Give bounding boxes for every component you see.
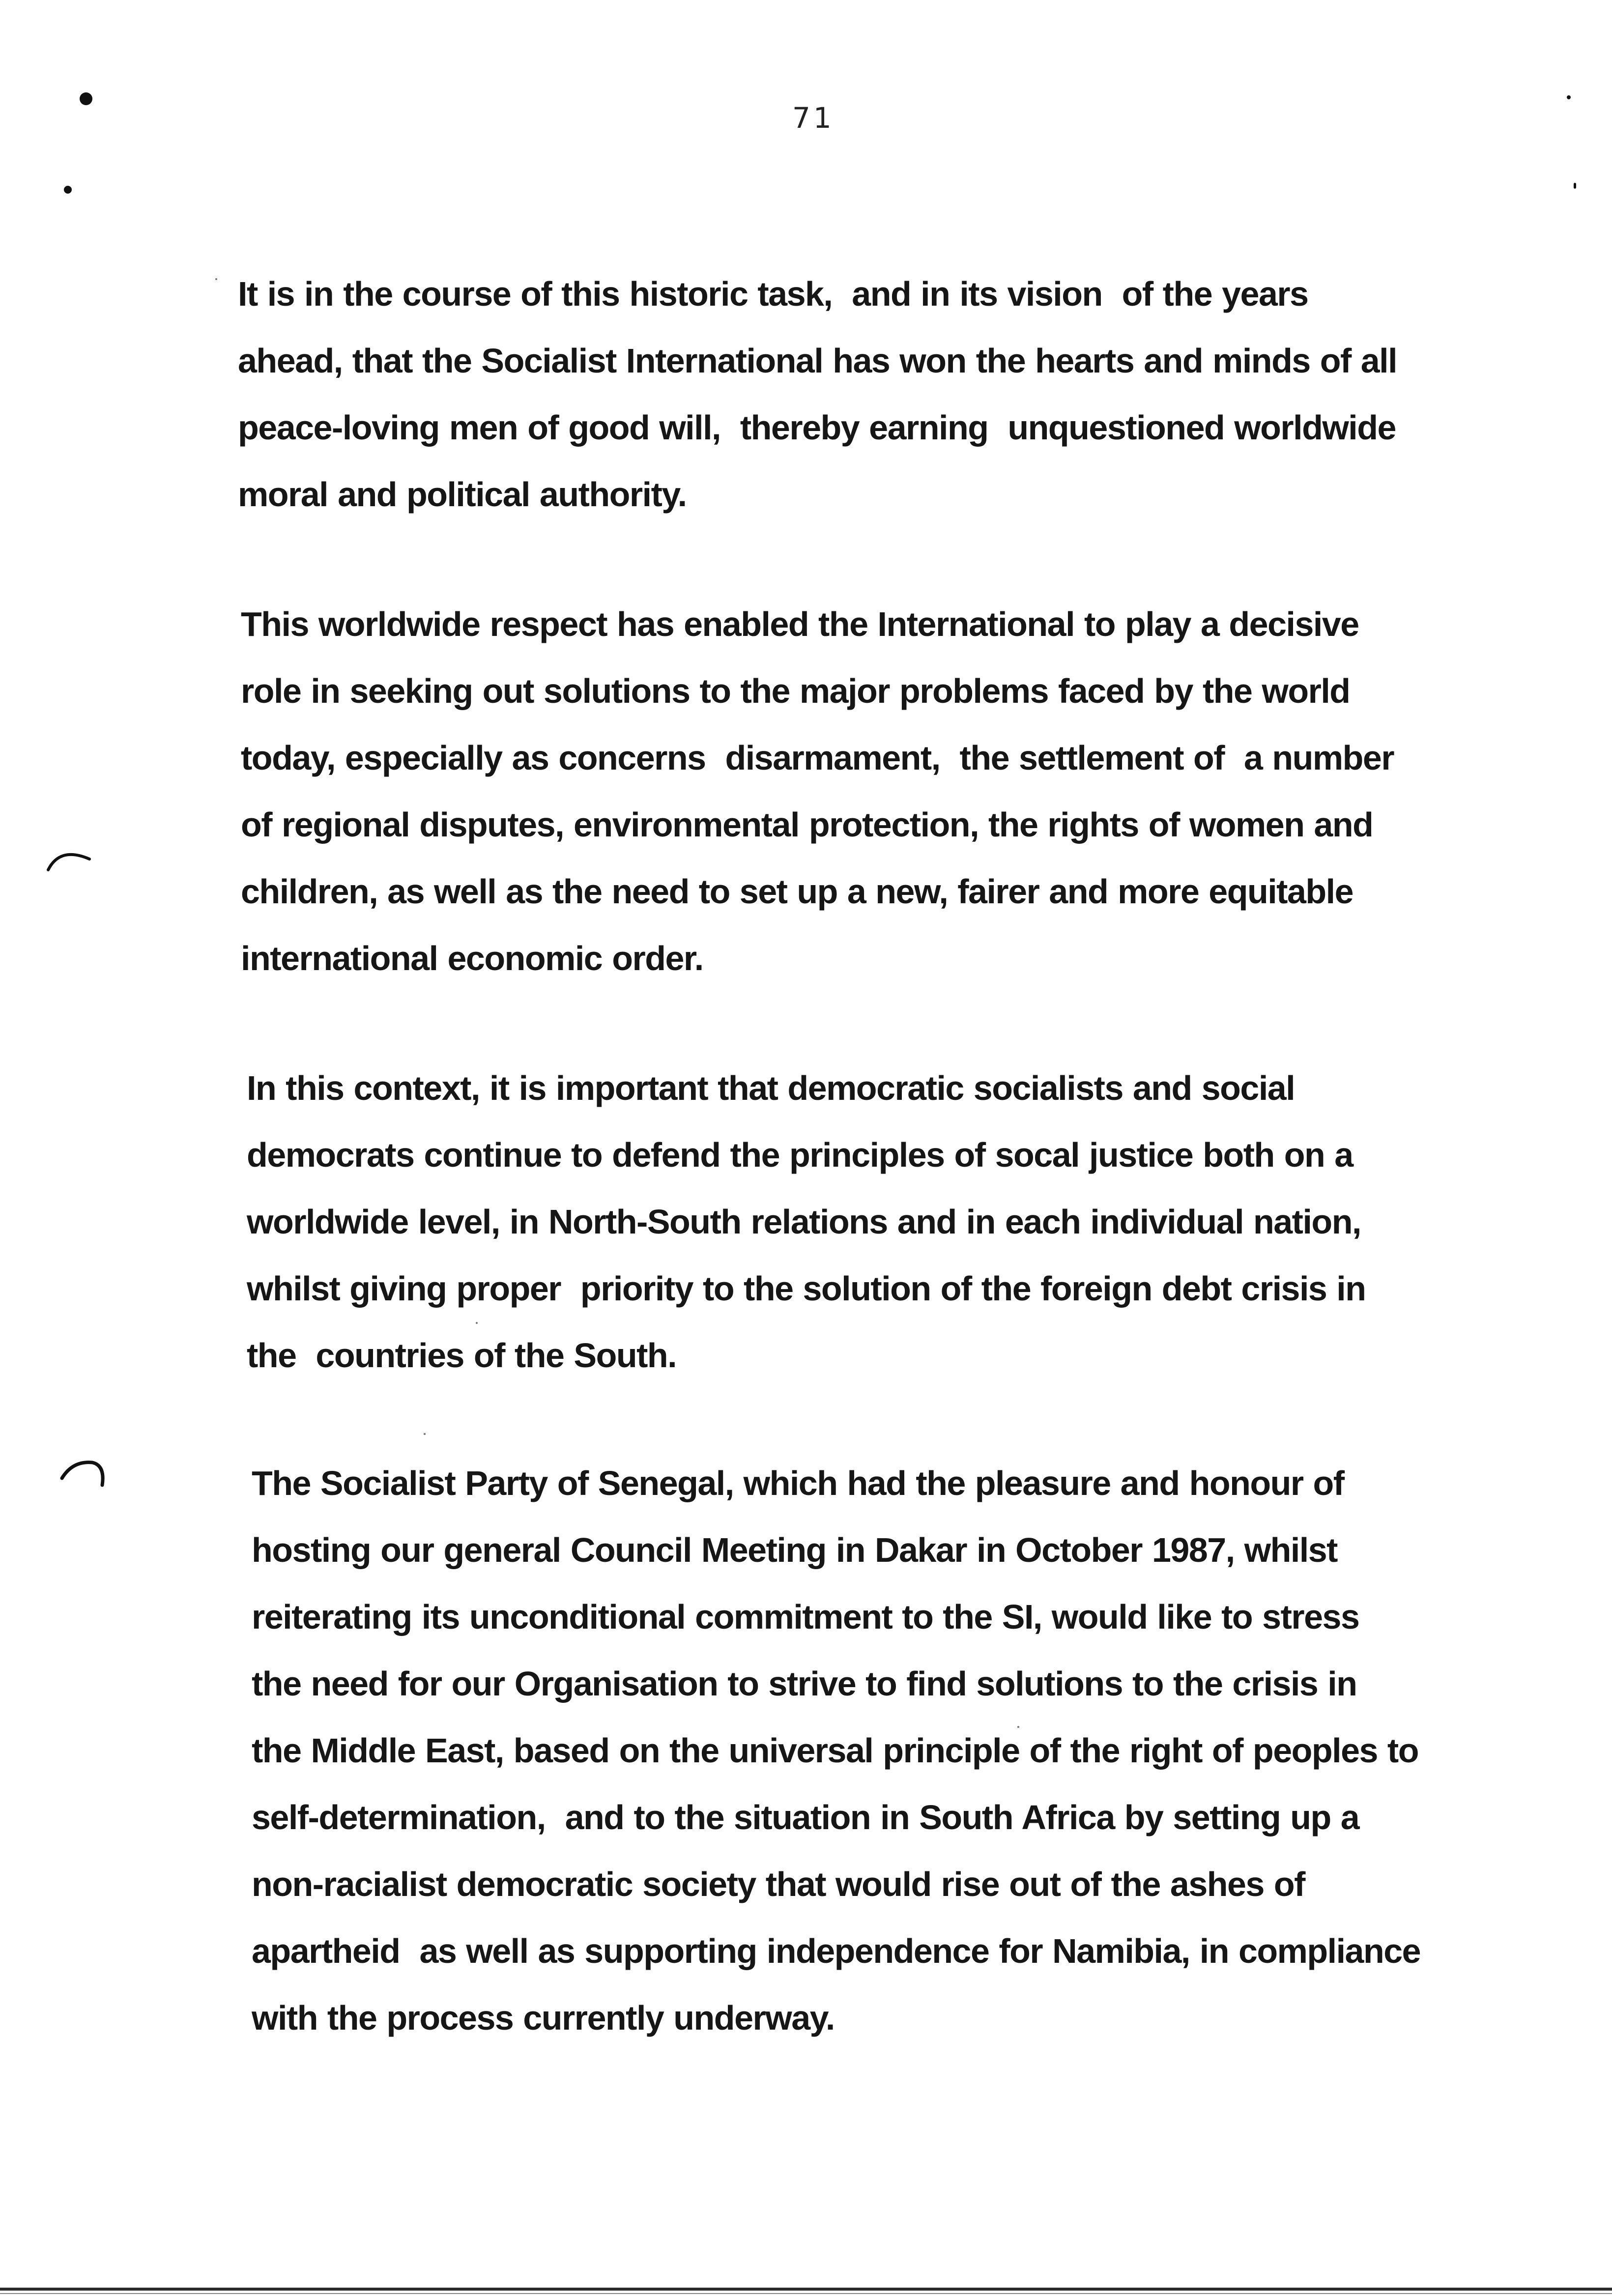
text-line: This worldwide respect has enabled the International to play a decisive — [241, 605, 1359, 643]
scan-speck — [80, 92, 92, 105]
scan-speck — [1567, 95, 1571, 99]
page-bottom-edge — [0, 2288, 1612, 2291]
punch-hole-mark — [45, 844, 99, 874]
text-line: the Middle East, based on the universal principle of the right of peoples to — [252, 1731, 1418, 1770]
text-line: international economic order. — [241, 939, 703, 977]
text-line: non-racialist democratic society that would rise out of the ashes of — [252, 1865, 1305, 1903]
text-line: democrats continue to defend the principles of socal justice both on a — [247, 1136, 1353, 1174]
text-line: apartheid as well as supporting independence for Namibia, in compliance — [252, 1932, 1421, 1970]
punch-hole-mark — [58, 1458, 112, 1492]
text-line: the need for our Organisation to strive to find solutions to the crisis in — [252, 1665, 1357, 1703]
paragraph — [252, 1450, 1608, 2051]
text-line: the countries of the South. — [247, 1336, 677, 1375]
text-line: with the process currently underway. — [252, 1999, 835, 2037]
text-line: today, especially as concerns disarmament, the settlement of a number — [241, 739, 1394, 777]
page-bottom-edge — [0, 2293, 1612, 2294]
paragraph — [241, 591, 1597, 992]
paragraph — [247, 1055, 1603, 1389]
scan-speck — [64, 186, 72, 194]
scan-speck — [424, 1433, 426, 1435]
text-line: hosting our general Council Meeting in Dakar in October 1987, whilst — [252, 1531, 1337, 1569]
text-line: In this context, it is important that democratic socialists and social — [247, 1069, 1295, 1107]
paragraph — [238, 260, 1594, 528]
text-line: worldwide level, in North-South relations and in each individual nation, — [247, 1203, 1361, 1241]
text-line: reiterating its unconditional commitment to the SI, would like to stress — [252, 1598, 1359, 1636]
text-line: It is in the course of this historic task, and in its vision of the years — [238, 275, 1308, 313]
text-line: peace-loving men of good will, thereby earning unquestioned worldwide — [238, 408, 1396, 447]
text-line: children, as well as the need to set up a new, fairer and more equitable — [241, 872, 1353, 911]
scan-speck — [215, 278, 217, 280]
page-number: 71 — [792, 101, 835, 135]
text-line: The Socialist Party of Senegal, which had the pleasure and honour of — [252, 1464, 1344, 1502]
text-line: of regional disputes, environmental protection, the rights of women and — [241, 805, 1373, 844]
text-line: whilst giving proper priority to the solution of the foreign debt crisis in — [247, 1269, 1366, 1308]
text-line: ahead, that the Socialist International has won the hearts and minds of all — [238, 342, 1397, 380]
text-line: role in seeking out solutions to the major problems faced by the world — [241, 672, 1350, 710]
text-line: moral and political authority. — [238, 475, 687, 514]
scan-speck — [1574, 183, 1576, 189]
text-line: self-determination, and to the situation in South Africa by setting up a — [252, 1798, 1359, 1837]
